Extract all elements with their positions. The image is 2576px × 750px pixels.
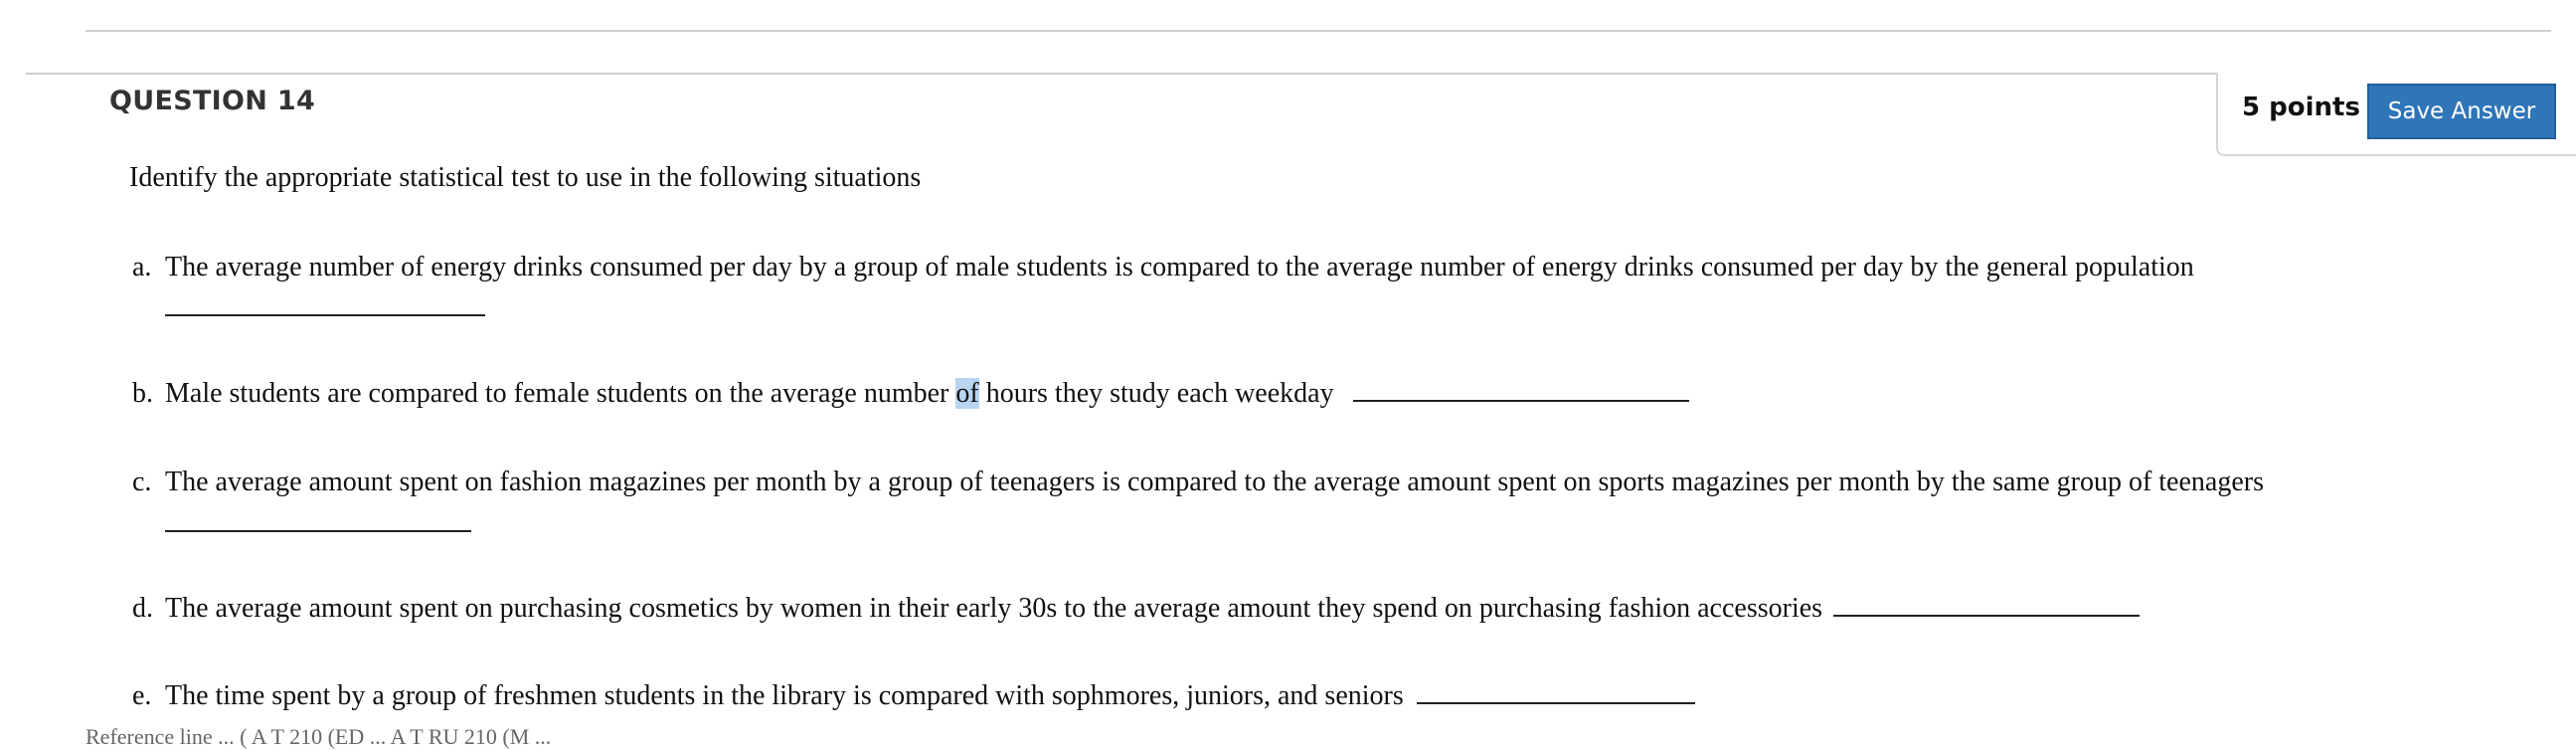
answer-blank-a[interactable] [165, 314, 485, 316]
save-answer-button[interactable]: Save Answer [2367, 84, 2556, 139]
top-divider [86, 30, 2551, 32]
list-item-b [132, 374, 1689, 414]
item-text: The average number of energy drinks consumed per day by a group of male students is compared to the average number of energy drinks consumed per day by the general population [165, 252, 2194, 282]
points-panel [2216, 73, 2576, 156]
item-letter: d. [132, 593, 153, 624]
item-text: The time spent by a group of freshmen students in the library is compared with sophmores, juniors, and seniors [165, 680, 1404, 711]
points-label: 5 points [2242, 93, 2360, 122]
list-item-d [132, 589, 2140, 629]
question-title: QUESTION 14 [109, 86, 316, 116]
question-prompt: Identify the appropriate statistical test to use in the following situations [129, 162, 922, 193]
item-letter: a. [132, 252, 152, 282]
item-letter: b. [132, 378, 153, 409]
footer-text-cutoff: Reference line ... ( A T 210 (ED ... A T RU 210 (M ... [86, 724, 552, 749]
answer-blank-d[interactable] [1833, 591, 2140, 617]
list-item-e [132, 676, 1695, 716]
list-item-a [132, 248, 2194, 287]
item-text: The average amount spent on fashion magazines per month by a group of teenagers is compared to the average amount spent on sports magazines per month by the same group of teenagers [165, 467, 2264, 497]
list-item-c [132, 463, 2264, 502]
answer-blank-e[interactable] [1417, 678, 1695, 704]
item-text: hours they study each weekday [978, 378, 1334, 409]
item-letter: c. [132, 467, 152, 497]
item-text: Male students are compared to female students on the average number [165, 378, 956, 409]
item-text: The average amount spent on purchasing cosmetics by women in their early 30s to the average amount they spend on purchasing fashion accessories [165, 593, 1823, 624]
selected-text: of [955, 378, 979, 409]
item-letter: e. [132, 680, 152, 711]
answer-blank-b[interactable] [1353, 376, 1689, 402]
answer-blank-c[interactable] [165, 530, 471, 532]
question-divider [26, 73, 2551, 75]
